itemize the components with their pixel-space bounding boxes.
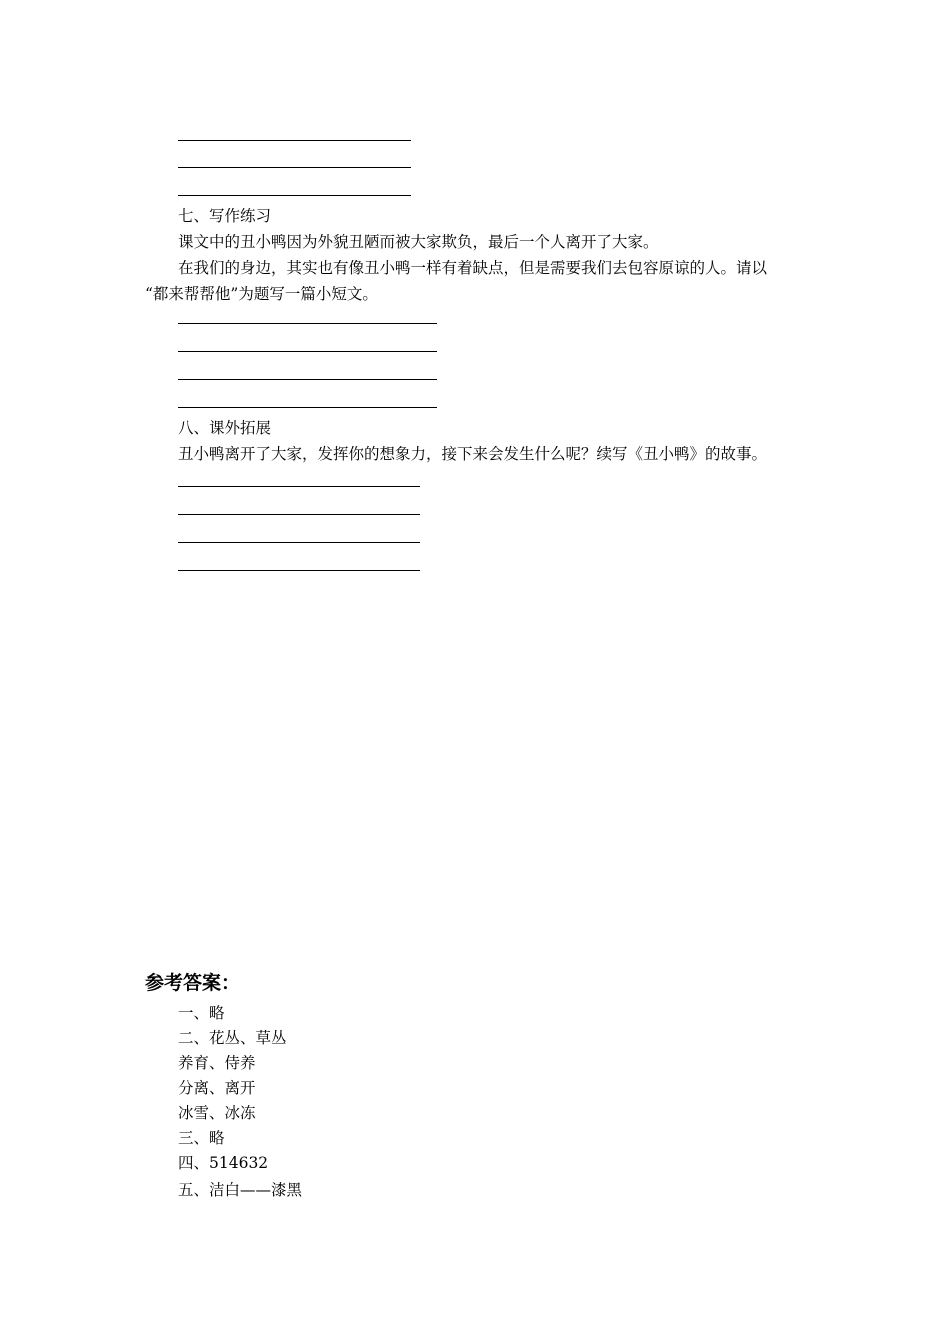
answer-item: 四、514632 [178, 1154, 269, 1172]
answer-line [178, 542, 420, 543]
section-7-paragraph-2-line-2: “都来帮帮他”为题写一篇小短文。 [145, 285, 378, 303]
answer-item: 冰雪、冰冻 [178, 1104, 256, 1122]
answer-item: 分离、离开 [178, 1079, 256, 1097]
answer-item: 五、洁白——漆黑 [178, 1181, 303, 1199]
answer-line [178, 379, 437, 380]
answer-line [178, 195, 411, 196]
answers-heading: 参考答案： [145, 972, 241, 994]
section-7-title: 七、写作练习 [178, 207, 272, 225]
answer-item: 三、略 [178, 1129, 225, 1147]
answer-line [178, 351, 437, 352]
answer-line [178, 514, 420, 515]
answer-line [178, 486, 420, 487]
answer-line [178, 167, 411, 168]
section-8-paragraph-1: 丑小鸭离开了大家，发挥你的想象力，接下来会发生什么呢？续写《丑小鸭》的故事。 [178, 445, 768, 463]
section-7-paragraph-1: 课文中的丑小鸭因为外貌丑陋而被大家欺负，最后一个人离开了大家。 [178, 233, 659, 251]
answer-line [178, 323, 437, 324]
answer-item: 二、花丛、草丛 [178, 1029, 287, 1047]
answer-line [178, 570, 420, 571]
section-7-paragraph-2-line-1: 在我们的身边，其实也有像丑小鸭一样有着缺点，但是需要我们去包容原谅的人。请以 [178, 259, 768, 277]
answer-item: 养育、侍养 [178, 1054, 256, 1072]
answer-line [178, 407, 437, 408]
answer-line [178, 140, 411, 141]
answer-item: 一、略 [178, 1004, 225, 1022]
section-8-title: 八、课外拓展 [178, 419, 272, 437]
